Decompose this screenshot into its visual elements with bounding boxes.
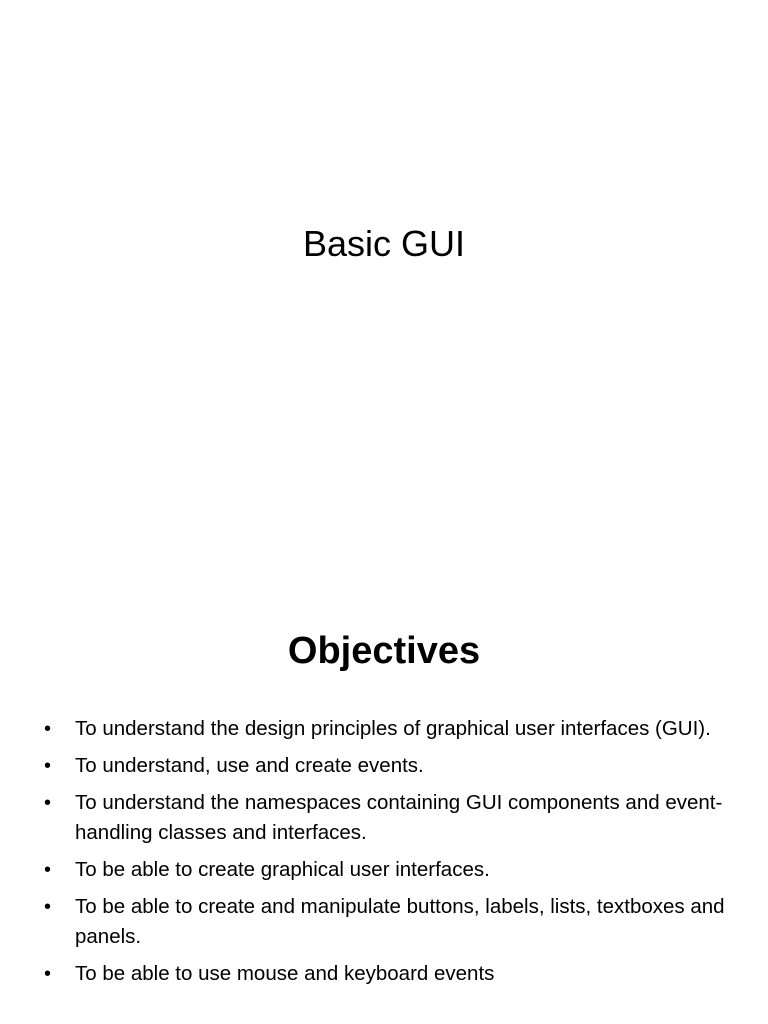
slide-title: Basic GUI: [302, 223, 466, 264]
objectives-list: [0, 714, 768, 996]
list-item: [0, 751, 768, 781]
list-item: [0, 788, 768, 848]
bullet-icon: •: [44, 963, 52, 985]
bullet-icon: •: [44, 792, 52, 814]
bullet-icon: •: [44, 896, 52, 918]
list-item: [0, 714, 768, 744]
slide-heading: Objectives: [287, 630, 481, 672]
list-item: [0, 855, 768, 885]
bullet-icon: •: [44, 859, 52, 881]
list-item-text: To understand, use and create events.: [75, 754, 424, 777]
list-item-text: To be able to create graphical user interfaces.: [75, 858, 490, 881]
list-item-text: To be able to use mouse and keyboard events: [75, 962, 495, 985]
bullet-icon: •: [44, 755, 52, 777]
list-item-text: To be able to create and manipulate buttons, labels, lists, textboxes and panels.: [75, 895, 725, 948]
list-item: [0, 892, 768, 952]
list-item-text: To understand the design principles of graphical user interfaces (GUI).: [75, 717, 711, 740]
list-item-text: To understand the namespaces containing GUI components and event-handling classes and interfaces.: [75, 791, 723, 844]
objectives-slide: [0, 576, 768, 1024]
bullet-icon: •: [44, 718, 52, 740]
list-item: [0, 959, 768, 989]
